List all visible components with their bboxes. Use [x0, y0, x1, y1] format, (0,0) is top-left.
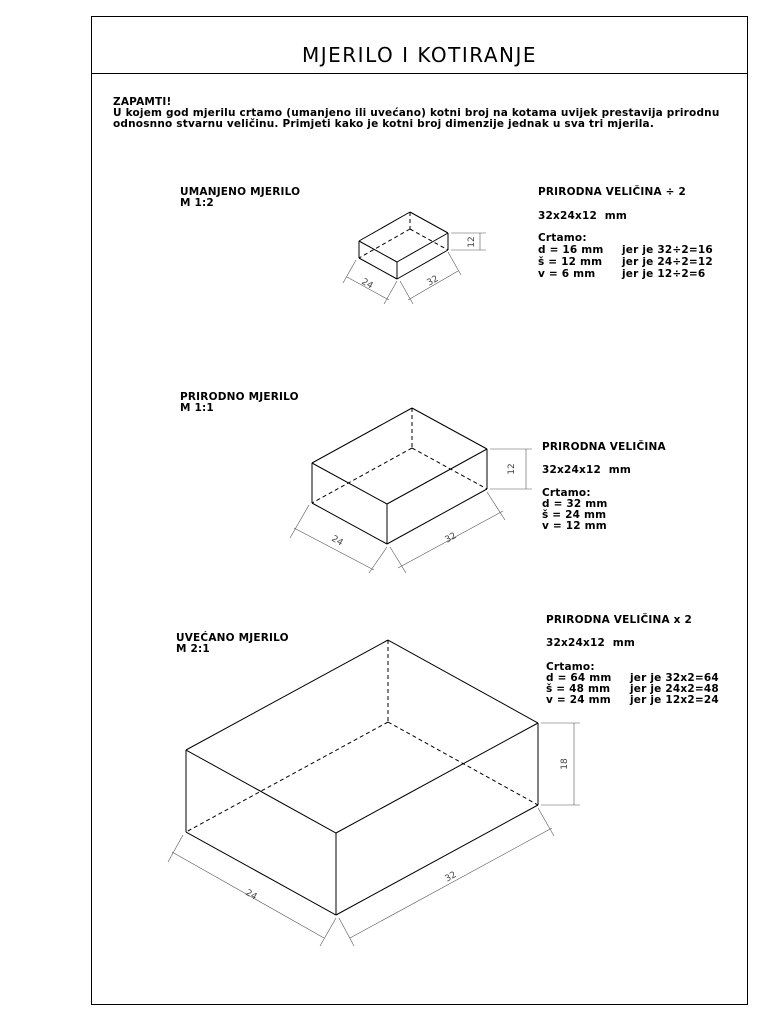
draw-label: Crtamo: — [538, 232, 587, 244]
draw-row-dim: d = 16 mm — [538, 244, 604, 256]
note-line: U kojem god mjerilu crtamo (umanjeno ili uvećano) kotni broj na kotama uvijek prestavija prirodnu — [113, 107, 720, 119]
draw-row-dim: v = 24 mm — [546, 694, 611, 706]
dimension-label: 18 — [560, 758, 570, 770]
draw-row-dim: v = 6 mm — [538, 268, 596, 280]
draw-row-dim: š = 48 mm — [546, 683, 611, 695]
dimension-label: 24 — [243, 888, 259, 903]
dimension-label: 32 — [425, 274, 441, 289]
section-name: UMANJENO MJERILO — [180, 186, 301, 198]
section-scale: M 2:1 — [176, 643, 210, 655]
draw-row-dim: š = 24 mm — [542, 509, 607, 521]
info-title: PRIRODNA VELIČINA ÷ 2 — [538, 186, 687, 198]
section-scale: M 1:1 — [180, 402, 214, 414]
info-title: PRIRODNA VELIČINA — [542, 441, 666, 453]
section-name: PRIRODNO MJERILO — [180, 391, 299, 403]
draw-row-calc: jer je 32÷2=16 — [622, 244, 713, 256]
note-heading: ZAPAMTI! — [113, 96, 172, 108]
info-title: PRIRODNA VELIČINA x 2 — [546, 614, 692, 626]
info-size: 32x24x12 mm — [542, 464, 631, 476]
dimension-label: 24 — [329, 534, 345, 549]
draw-row-calc: jer je 12x2=24 — [630, 694, 719, 706]
draw-row-calc: jer je 24÷2=12 — [622, 256, 713, 268]
dimension-label: 12 — [507, 463, 517, 475]
section-scale: M 1:2 — [180, 197, 214, 209]
draw-row-dim: v = 12 mm — [542, 520, 607, 532]
section-name: UVEĆANO MJERILO — [176, 632, 289, 644]
draw-row-dim: š = 12 mm — [538, 256, 603, 268]
draw-row-calc: jer je 12÷2=6 — [622, 268, 706, 280]
draw-row-dim: d = 64 mm — [546, 672, 612, 684]
draw-label: Crtamo: — [546, 661, 595, 673]
draw-row-calc: jer je 32x2=64 — [630, 672, 719, 684]
info-size: 32x24x12 mm — [538, 210, 627, 222]
sheet-title: MJERILO I KOTIRANJE — [301, 43, 537, 67]
info-size: 32x24x12 mm — [546, 637, 635, 649]
draw-row-dim: d = 32 mm — [542, 498, 608, 510]
dimension-label: 32 — [443, 870, 459, 885]
draw-row-calc: jer je 24x2=48 — [630, 683, 719, 695]
box-reduced-scale — [343, 212, 486, 304]
box-enlarged-scale — [168, 640, 580, 946]
draw-label: Crtamo: — [542, 487, 591, 499]
dimension-label: 24 — [359, 277, 375, 292]
dimension-label: 12 — [467, 236, 477, 248]
dimension-label: 32 — [443, 531, 459, 546]
box-natural-scale — [290, 408, 532, 573]
note-line: odnosnno stvarnu veličinu. Primjeti kako je kotni broj dimenzije jednak u sva tri mjerila. — [113, 118, 655, 130]
